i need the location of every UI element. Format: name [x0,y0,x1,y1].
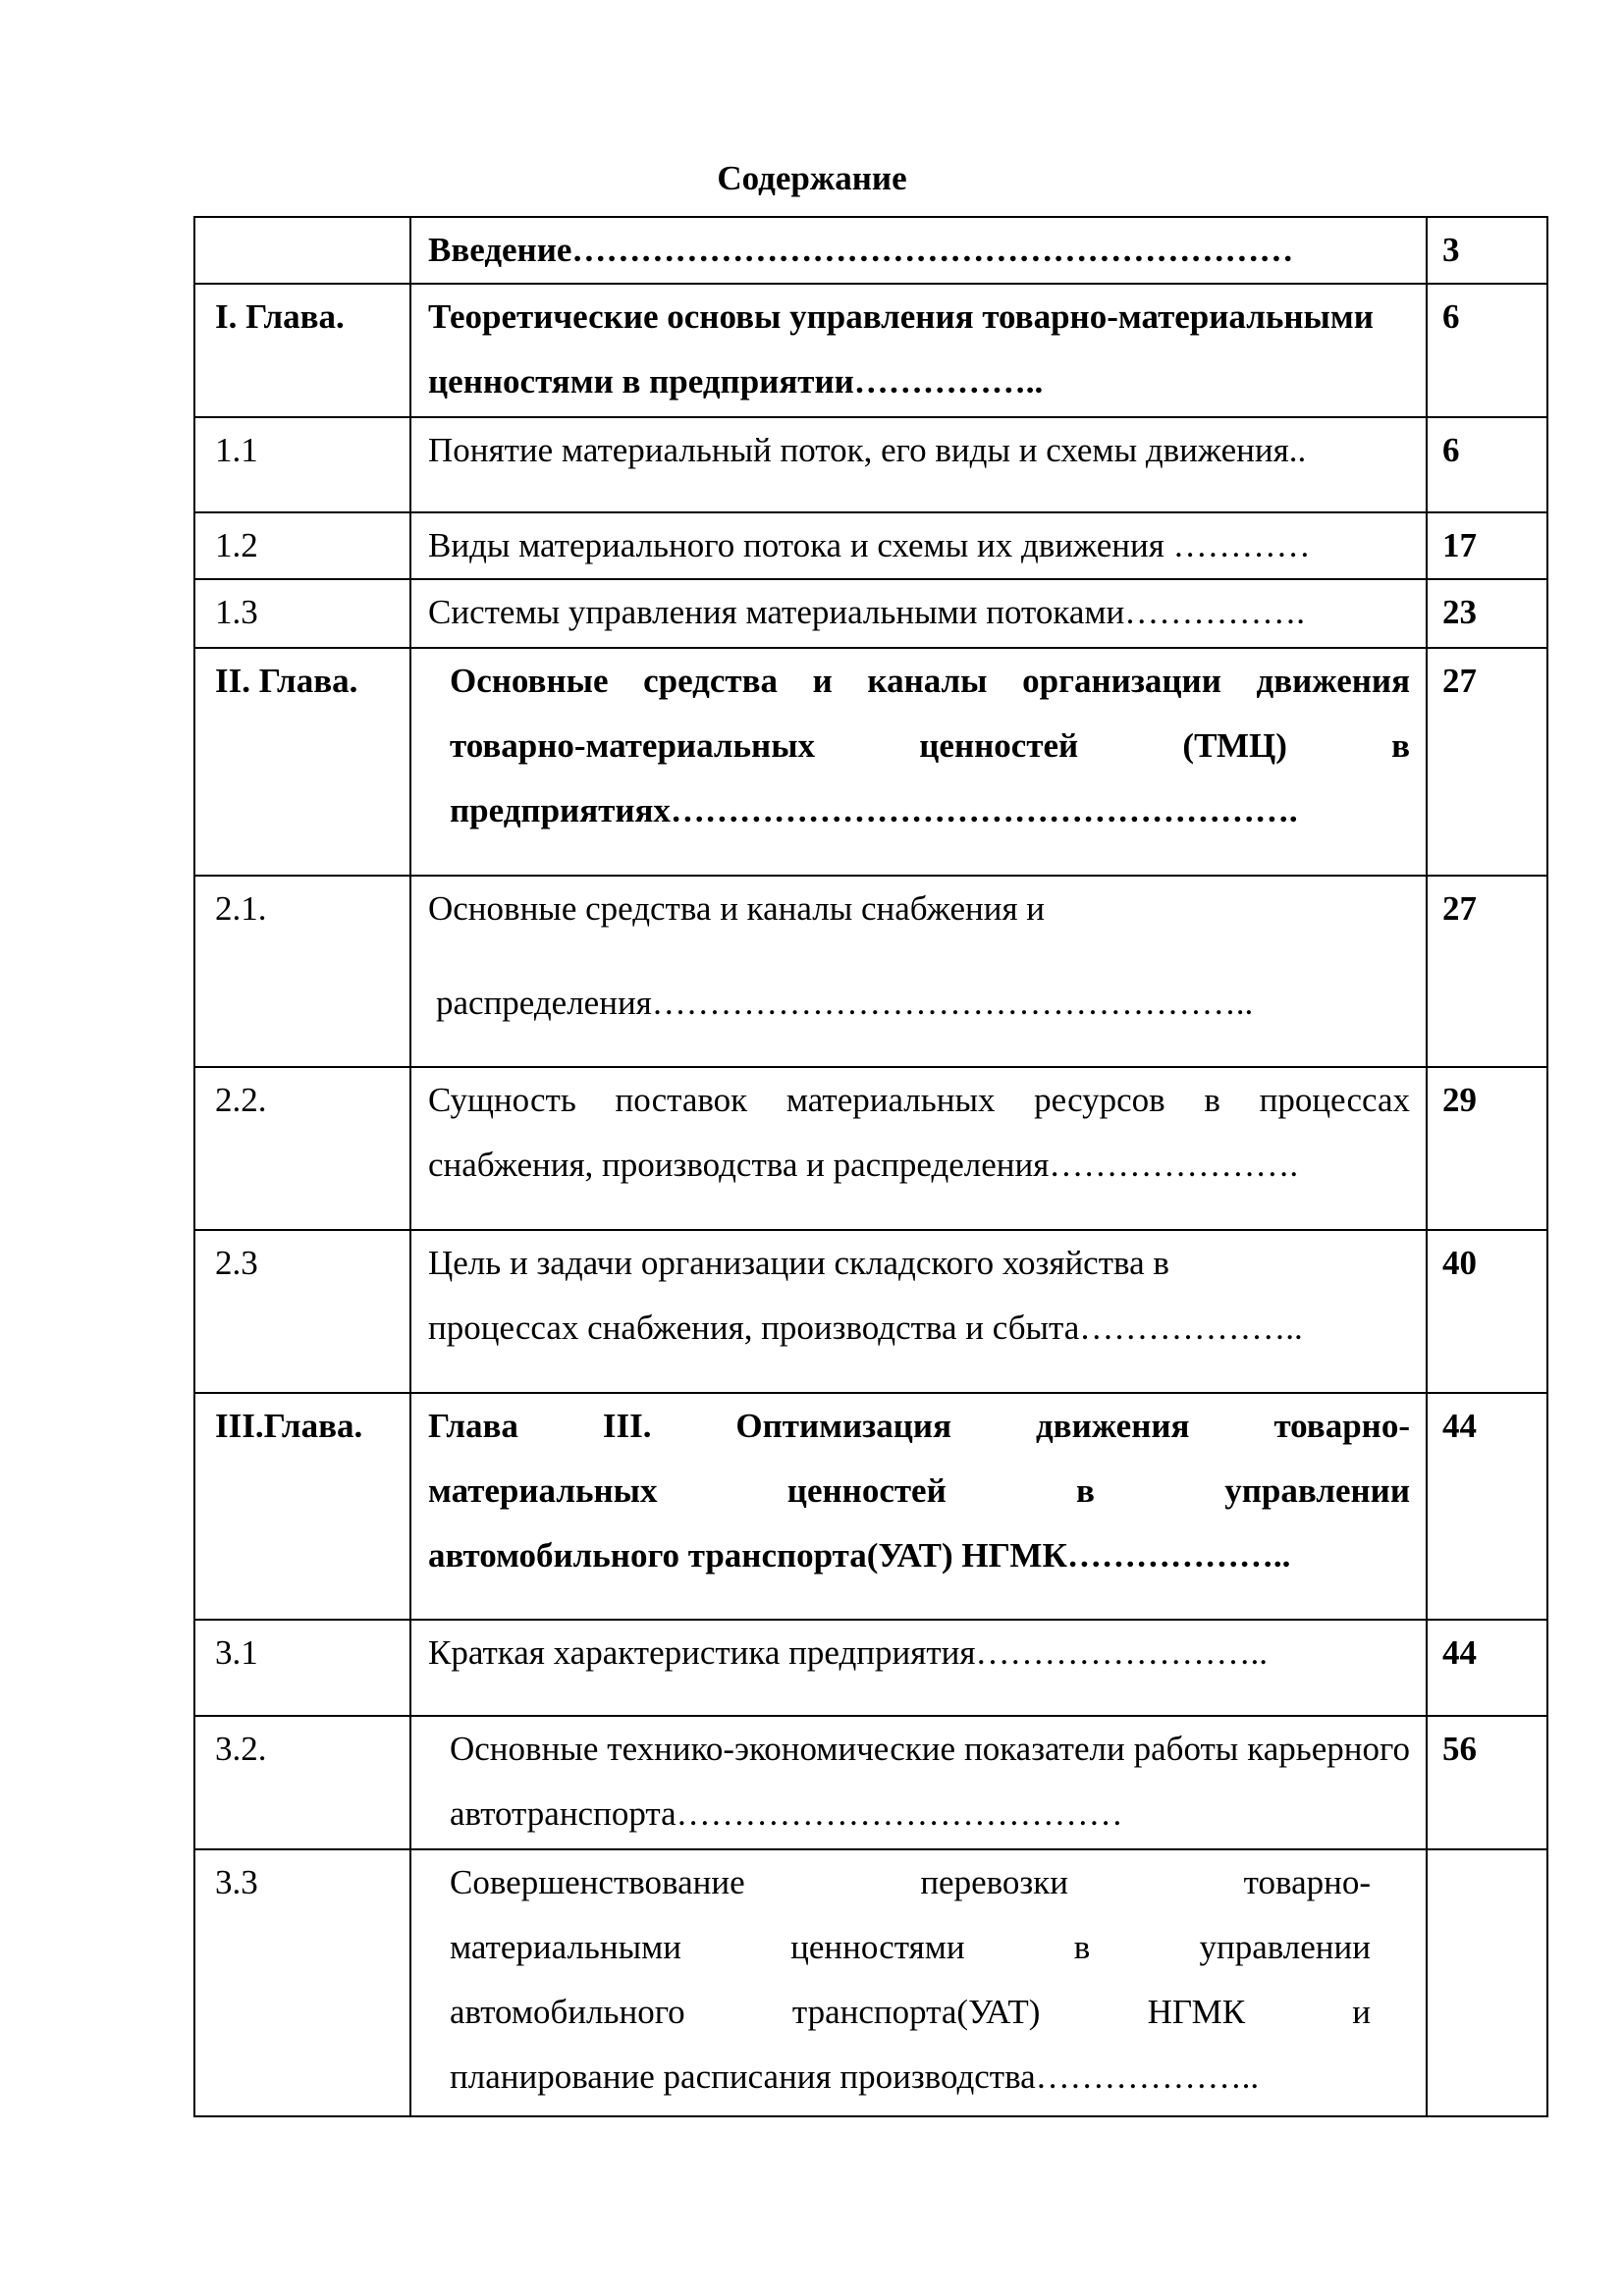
toc-page: 6 [1427,284,1547,417]
toc-title: Введение……………………………………………………… [410,217,1427,284]
toc-num: III.Глава. [194,1393,410,1620]
toc-num: 3.1 [194,1620,410,1716]
toc-title-line: автомобильного транспорта(УАТ) НГМК и [450,1993,1371,2031]
toc-title-line: планирование расписания производства……………….. [450,2057,1260,2096]
toc-title [410,1230,1427,1393]
toc-title-line: процессах снабжения, производства и сбыта……………….. [428,1308,1303,1347]
toc-title: Краткая характеристика предприятия…………………….. [410,1620,1427,1716]
toc-title-text: Основные технико-экономические показатели работы карьерного автотранспорта………………………………… [450,1730,1410,1833]
toc-page: 3 [1427,217,1547,284]
toc-num: 1.3 [194,579,410,648]
toc-title-line: Совершенствование перевозки товарно- [450,1863,1371,1901]
toc-row-chapter-2 [194,648,1547,876]
toc-title-line: распределения…………………………………………….. [436,984,1254,1022]
toc-num: 2.1. [194,876,410,1067]
toc-num: 3.2. [194,1716,410,1849]
toc-page [1427,1849,1547,2116]
toc-num: 1.1 [194,417,410,512]
toc-table [193,216,1548,2117]
toc-title [410,648,1427,876]
toc-page: 44 [1427,1620,1547,1716]
toc-row-chapter-3 [194,1393,1547,1620]
toc-title: Виды материального потока и схемы их движения ………… [410,512,1427,579]
toc-num: II. Глава. [194,648,410,876]
toc-row-1-1 [194,417,1547,512]
toc-title-line: Цель и задачи организации складского хозяйства в [428,1244,1169,1282]
toc-title-line: Основные средства и каналы организации движения [450,662,1410,700]
toc-page: 29 [1427,1067,1547,1230]
toc-page: 23 [1427,579,1547,648]
toc-row-1-3 [194,579,1547,648]
toc-title-line: Основные средства и каналы снабжения и [428,889,1046,928]
toc-title: Системы управления материальными потоками……………. [410,579,1427,648]
toc-num: 3.3 [194,1849,410,2116]
toc-title: Понятие материальный поток, его виды и схемы движения.. [410,417,1427,512]
toc-row-2-2 [194,1067,1547,1230]
toc-title [410,876,1427,1067]
toc-page: 40 [1427,1230,1547,1393]
toc-title: Сущность поставок материальных ресурсов в процессах снабжения, производства и распределения…………………. [410,1067,1427,1230]
toc-title-line: автомобильного транспорта(УАТ) НГМК……………….. [428,1536,1291,1575]
toc-title-line: предприятиях………………………………………………. [450,791,1298,829]
toc-title [410,1393,1427,1620]
toc-row-intro [194,217,1547,284]
toc-page: 27 [1427,876,1547,1067]
toc-title-line: материальных ценностей в управлении [428,1471,1410,1510]
toc-title-line: товарно-материальных ценностей (ТМЦ) в [450,726,1410,765]
toc-title [410,1716,1427,1849]
toc-page: 17 [1427,512,1547,579]
page-title: Содержание [717,159,907,197]
toc-row-3-3 [194,1849,1547,2116]
toc-num: 2.2. [194,1067,410,1230]
toc-title-line: Глава III. Оптимизация движения товарно- [428,1407,1410,1445]
toc-num: 2.3 [194,1230,410,1393]
toc-row-2-1 [194,876,1547,1067]
toc-page: 56 [1427,1716,1547,1849]
toc-row-3-1 [194,1620,1547,1716]
toc-page: 6 [1427,417,1547,512]
toc-row-3-2 [194,1716,1547,1849]
toc-row-chapter-1 [194,284,1547,417]
toc-row-2-3 [194,1230,1547,1393]
toc-title [410,1849,1427,2116]
toc-page: 44 [1427,1393,1547,1620]
toc-num: I. Глава. [194,284,410,417]
toc-title: Теоретические основы управления товарно-материальными ценностями в предприятии…………….. [410,284,1427,417]
toc-page: 27 [1427,648,1547,876]
toc-title-line: материальными ценностями в управлении [450,1928,1371,1966]
toc-row-1-2 [194,512,1547,579]
toc-num: 1.2 [194,512,410,579]
toc-num [194,217,410,284]
